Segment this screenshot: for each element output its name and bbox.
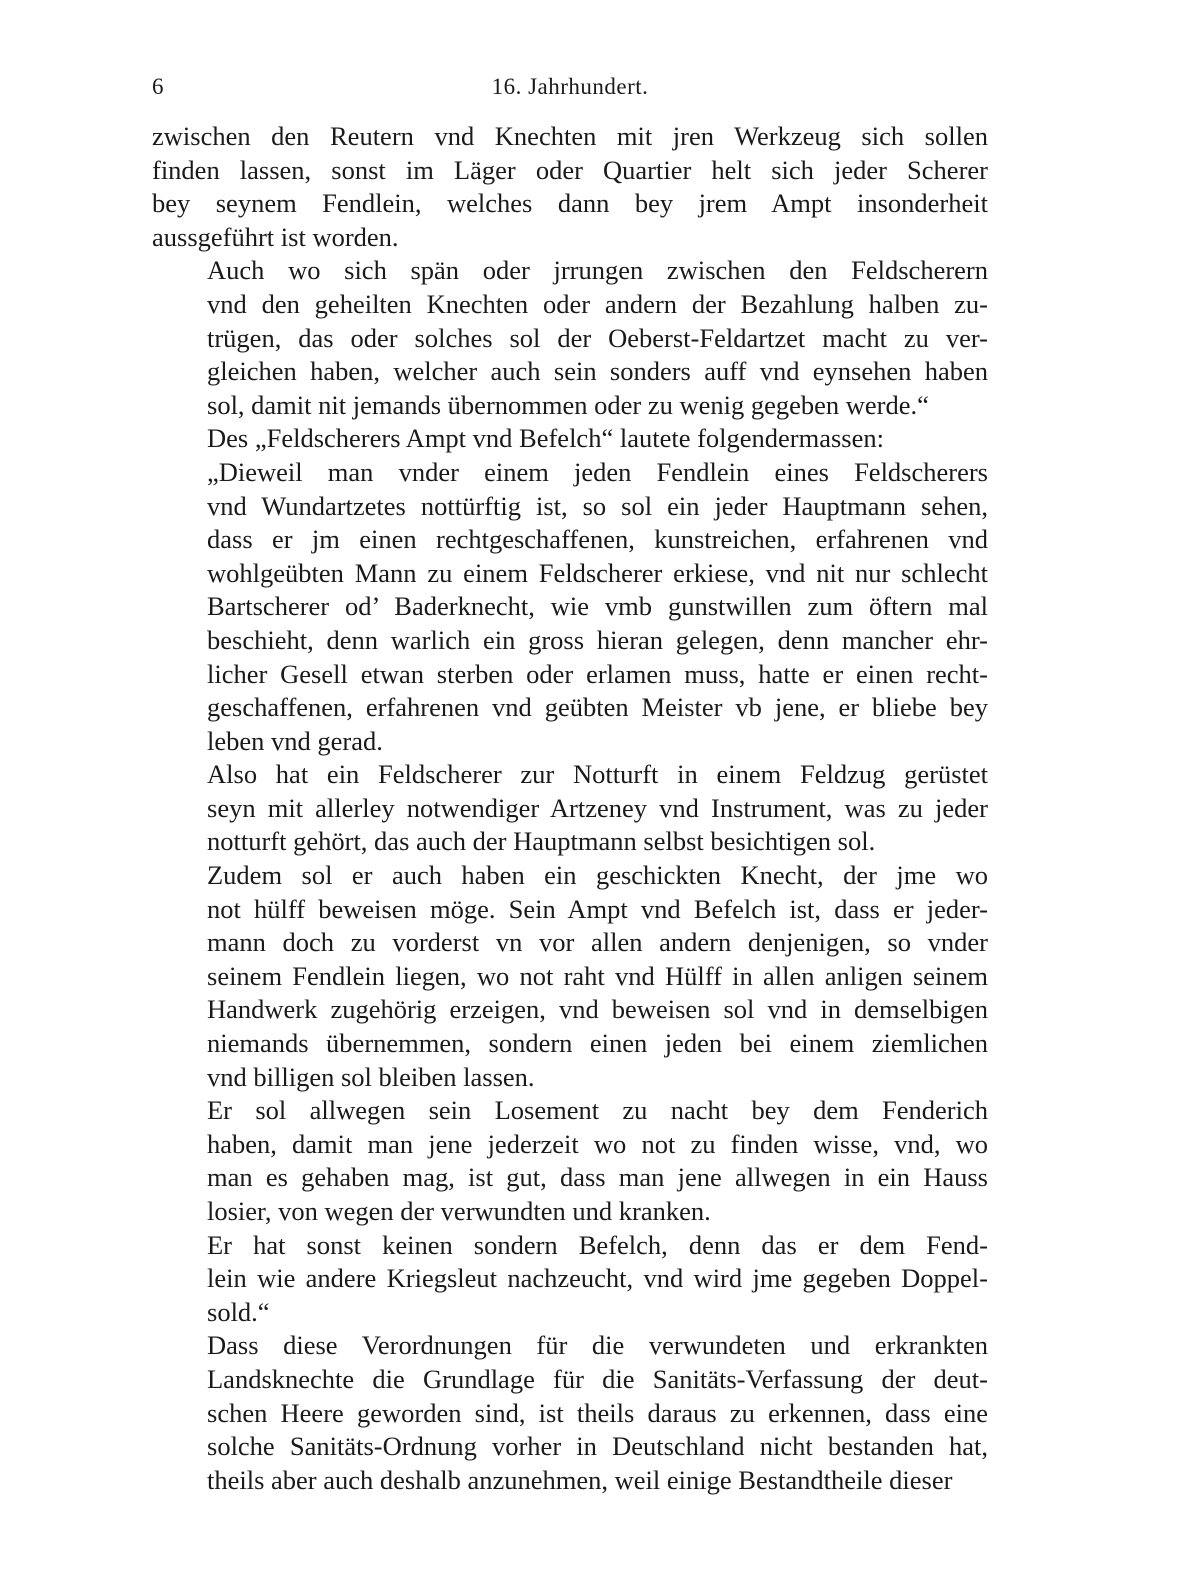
text-line: aussgeführt ist worden. (152, 221, 399, 252)
body-text (152, 120, 988, 1497)
text-line: niemands übernemmen, sondern einen jeden bei einem ziemlichen (207, 1028, 988, 1059)
running-head (152, 70, 988, 106)
text-line: mann doch zu vorderst vn vor allen andern denjenigen, so vnder (207, 927, 988, 958)
text-line: man es gehaben mag, ist gut, dass man jene allwegen in ein Hauss (207, 1162, 988, 1193)
paragraph (152, 1329, 988, 1497)
text-line: Dass diese Verordnungen für die verwundeten und erkrankten (207, 1330, 988, 1361)
text-line: lein wie andere Kriegsleut nachzeucht, vnd wird jme gegeben Doppel- (207, 1263, 988, 1294)
text-line: Zudem sol er auch haben ein geschickten Knecht, der jme wo (207, 860, 988, 891)
paragraph (152, 120, 988, 254)
text-line: Er sol allwegen sein Losement zu nacht bey dem Fenderich (207, 1095, 988, 1126)
text-line: notturft gehört, das auch der Hauptmann selbst besichtigen sol. (207, 826, 876, 857)
text-line: finden lassen, sonst im Läger oder Quartier helt sich jeder Scherer (152, 154, 988, 185)
text-line: Des „Feldscherers Ampt vnd Befelch“ lautete folgendermassen: (207, 423, 884, 454)
paragraph (152, 859, 988, 1094)
paragraph (152, 1229, 988, 1330)
text-line: sol, damit nit jemands übernommen oder zu wenig gegeben werde.“ (207, 389, 929, 420)
text-line: leben vnd gerad. (207, 725, 383, 756)
paragraph (152, 422, 988, 456)
text-line: Handwerk zugehörig erzeigen, vnd beweisen sol vnd in demselbigen (207, 994, 988, 1025)
text-line: „Dieweil man vnder einem jeden Fendlein eines Feldscherers (207, 456, 988, 487)
text-line: losier, von wegen der verwundten und kranken. (207, 1196, 711, 1226)
running-head-title: 16. Jahrhundert. (491, 74, 649, 99)
text-line: trügen, das oder solches sol der Oeberst-Feldartzet macht zu ver- (207, 322, 988, 353)
text-line: vnd den geheilten Knechten oder andern der Bezahlung halben zu- (207, 288, 988, 319)
text-line: dass er jm einen rechtgeschaffenen, kunstreichen, erfahrenen vnd (207, 524, 988, 555)
text-line: geschaffenen, erfahrenen vnd geübten Meister vb jene, er bliebe bey (207, 692, 988, 723)
text-line: licher Gesell etwan sterben oder erlamen muss, hatte er einen recht- (207, 658, 988, 689)
paragraph (152, 758, 988, 859)
page-number: 6 (152, 74, 164, 99)
text-line: Er hat sonst keinen sondern Befelch, denn das er dem Fend- (207, 1229, 988, 1260)
paragraph (152, 254, 988, 422)
text-line: Bartscherer od’ Baderknecht, wie vmb gunstwillen zum öftern mal (207, 591, 988, 622)
text-line: not hülff beweisen möge. Sein Ampt vnd Befelch ist, dass er jeder- (207, 893, 988, 924)
text-line: sold.“ (207, 1296, 270, 1327)
text-line: bey seynem Fendlein, welches dann bey jrem Ampt insonderheit (152, 188, 988, 219)
text-line: seyn mit allerley notwendiger Artzeney vnd Instrument, was zu jeder (207, 792, 988, 823)
text-line: vnd billigen sol bleiben lassen. (207, 1061, 535, 1092)
text-line: Landsknechte die Grundlage für die Sanitäts-Verfassung der deut- (207, 1363, 988, 1394)
text-line: seinem Fendlein liegen, wo not raht vnd Hülff in allen anligen seinem (207, 960, 988, 991)
text-line: theils aber auch deshalb anzunehmen, weil einige Bestandtheile dieser (207, 1464, 953, 1495)
paragraph (152, 456, 988, 758)
text-line: schen Heere geworden sind, ist theils daraus zu erkennen, dass eine (207, 1397, 988, 1428)
text-line: zwischen den Reutern vnd Knechten mit jren Werkzeug sich sollen (152, 121, 988, 151)
book-page (152, 70, 988, 1570)
text-line: haben, damit man jene jederzeit wo not zu finden wisse, vnd, wo (207, 1128, 988, 1159)
text-line: Auch wo sich spän oder jrrungen zwischen den Feldscherern (207, 255, 988, 286)
text-line: beschieht, denn warlich ein gross hieran gelegen, denn mancher ehr- (207, 624, 988, 655)
text-line: vnd Wundartzetes nottürftig ist, so sol ein jeder Hauptmann sehen, (207, 490, 988, 521)
text-line: solche Sanitäts-Ordnung vorher in Deutschland nicht bestanden hat, (207, 1431, 988, 1462)
text-line: Also hat ein Feldscherer zur Notturft in einem Feldzug gerüstet (207, 759, 988, 790)
text-line: wohlgeübten Mann zu einem Feldscherer erkiese, vnd nit nur schlecht (207, 557, 988, 588)
paragraph (152, 1094, 988, 1228)
text-line: gleichen haben, welcher auch sein sonders auff vnd eynsehen haben (207, 356, 988, 387)
